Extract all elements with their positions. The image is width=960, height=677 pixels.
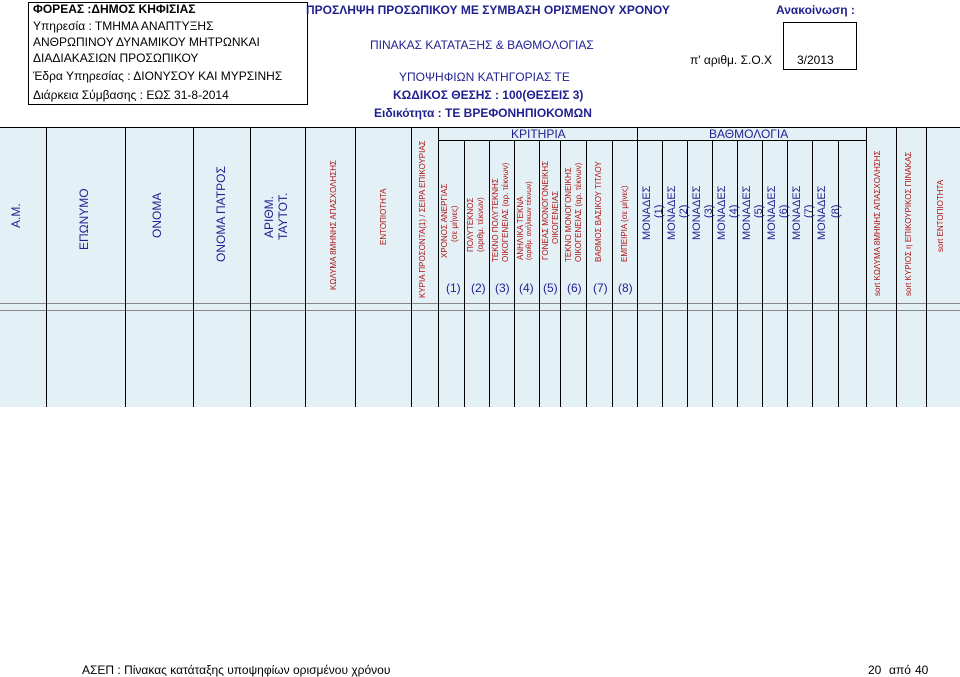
col-line [438, 127, 439, 407]
crit-8-title: ΕΜΠΕΙΡΙΑ (σε μήνες) [620, 185, 629, 262]
monades-num-7: (7) [803, 204, 815, 218]
monades-label-1: ΜΟΝΑΔΕΣ [641, 185, 653, 240]
monades-num-1: (1) [653, 204, 665, 218]
crit-5-sub: ΟΙΚΟΓΕΝΕΙΑΣ [551, 190, 560, 244]
col-line [687, 140, 688, 407]
protocol-label: π' αριθμ. Σ.Ο.Χ [690, 53, 773, 67]
ypiresia-line2: ΑΝΘΡΩΠΙΝΟΥ ΔΥΝΑΜΙΚΟΥ ΜΗΤΡΩΝΚΑΙ [33, 35, 260, 49]
row-separator-2 [0, 310, 960, 311]
edra-label: Έδρα Υπηρεσίας : ΔΙΟΝΥΣΟΥ ΚΑΙ ΜΥΡΣΙΝΗΣ [33, 69, 283, 83]
crit-1-sub: (σε μήνες) [450, 205, 459, 242]
monades-label-3: ΜΟΝΑΔΕΣ [691, 185, 703, 240]
col-line [866, 127, 867, 407]
monades-num-4: (4) [728, 204, 740, 218]
col-line [586, 140, 587, 407]
col-line [926, 127, 927, 407]
crit-3-title: ΤΕΚΝΟ ΠΟΛΥΤΕΚΝΗΣ [491, 178, 500, 262]
col-line [514, 140, 515, 407]
monades-num-5: (5) [753, 204, 765, 218]
col-header-entopiotita: ΕΝΤΟΠΙΟΤΗΤΑ [379, 188, 388, 245]
crit-4-title: ΑΝΗΛΙΚΑ ΤΕΚΝΑ [516, 196, 525, 260]
anakoinosi-label: Ανακοίνωση : [776, 3, 855, 17]
group-kritiria: ΚΡΙΤΗΡΙΑ [511, 127, 566, 141]
group-separator [438, 140, 866, 141]
monades-label-4: ΜΟΝΑΔΕΣ [716, 185, 728, 240]
monades-label-6: ΜΟΝΑΔΕΣ [766, 185, 778, 240]
crit-num: (6) [567, 281, 582, 295]
monades-num-3: (3) [703, 204, 715, 218]
col-line [637, 127, 638, 407]
col-line [787, 140, 788, 407]
crit-num: (7) [593, 281, 608, 295]
col-line [712, 140, 713, 407]
col-line [411, 127, 412, 407]
col-line [125, 127, 126, 407]
crit-num: (3) [495, 281, 510, 295]
monades-label-8: ΜΟΝΑΔΕΣ [816, 185, 828, 240]
col-line [305, 127, 306, 407]
col-line [355, 127, 356, 407]
monades-label-5: ΜΟΝΑΔΕΣ [741, 185, 753, 240]
crit-4-sub: (αριθμ. ανήλικων τέκνων) [526, 181, 533, 260]
protocol-value: 3/2013 [797, 53, 834, 67]
col-header-taut-1: ΑΡΙΘΜ. [262, 195, 276, 238]
footer-page-num: 20 [868, 663, 882, 677]
title-line3: ΥΠΟΨΗΦΙΩΝ ΚΑΤΗΓΟΡΙΑΣ ΤΕ [399, 70, 570, 84]
foreas-label: ΦΟΡΕΑΣ :ΔΗΜΟΣ ΚΗΦΙΣΙΑΣ [33, 2, 196, 16]
title-line5: Ειδικότητα : ΤΕ ΒΡΕΦΟΝΗΠΙΟΚΟΜΩΝ [374, 106, 592, 120]
crit-num: (4) [519, 281, 534, 295]
col-line [489, 140, 490, 407]
sort-kolyma: sort ΚΩΛΥΜΑ 8ΜΗΝΗΣ ΑΠΑΣΧΟΛΗΣΗΣ [873, 150, 882, 296]
col-line [464, 140, 465, 407]
col-header-taut-2: ΤΑΥΤΟΤ. [276, 192, 290, 240]
col-line [539, 140, 540, 407]
col-header-am: Α.Μ. [9, 203, 23, 228]
col-line [193, 127, 194, 407]
crit-2-title: ΠΟΛΥΤΕΚΝΟΣ [466, 197, 475, 252]
col-header-kolyma: ΚΩΛΥΜΑ 8ΜΗΝΗΣ ΑΠΑΣΧΟΛΗΣΗΣ [329, 160, 338, 290]
crit-5-title: ΓΟΝΕΑΣ ΜΟΝΟΓΟΝΕΙΚΗΣ [541, 160, 550, 260]
crit-6-title: ΤΕΚΝΟ ΜΟΝΟΓΟΝΕΙΚΗΣ [564, 167, 573, 262]
footer-page-sep: από [889, 663, 911, 677]
monades-num-8: (8) [830, 204, 842, 218]
table-header-area [0, 127, 960, 407]
footer-page-total: 40 [915, 663, 929, 677]
sort-kyrios-pinakas: sort ΚΥΡΙΟΣ η ΕΠΙΚΟΥΡΙΚΟΣ ΠΙΝΑΚΑΣ [904, 151, 913, 296]
col-header-onoma-patros: ΟΝΟΜΑ ΠΑΤΡΟΣ [214, 166, 228, 262]
col-header-onoma: ΟΝΟΜΑ [150, 192, 164, 238]
col-header-kyria: ΚΥΡΙΑ ΠΡΟΣΟΝΤΑ(1) / ΣΕΙΡΑ ΕΠΙΚΟΥΡΙΑΣ [418, 140, 427, 298]
footer-left-text: ΑΣΕΠ : Πίνακας κατάταξης υποψηφίων ορισμένου χρόνου [82, 663, 391, 677]
col-header-eponymo: ΕΠΩΝΥΜΟ [77, 188, 91, 250]
col-line [560, 140, 561, 407]
crit-num: (8) [618, 281, 633, 295]
col-line [46, 127, 47, 407]
crit-1-title: ΧΡΟΝΟΣ ΑΝΕΡΓΙΑΣ [440, 183, 449, 258]
col-line [896, 127, 897, 407]
col-line [762, 140, 763, 407]
col-line [737, 140, 738, 407]
ypiresia-line1: Υπηρεσία : ΤΜΗΜΑ ΑΝΑΠΤΥΞΗΣ [33, 19, 214, 33]
col-line [812, 140, 813, 407]
crit-3-sub: ΟΙΚΟΓΕΝΕΙΑΣ (αρ. τέκνων) [501, 162, 510, 262]
row-separator [0, 303, 960, 304]
col-line [250, 127, 251, 407]
group-vathmologia: ΒΑΘΜΟΛΟΓΙΑ [709, 127, 789, 141]
title-line4: ΚΩΔΙΚΟΣ ΘΕΣΗΣ : 100(ΘΕΣΕΙΣ 3) [393, 88, 584, 102]
crit-num: (2) [471, 281, 486, 295]
monades-num-2: (2) [678, 204, 690, 218]
monades-num-6: (6) [778, 204, 790, 218]
crit-2-sub: (αριθμ. τέκνων) [476, 197, 485, 252]
table-top-border [0, 127, 960, 128]
col-line [612, 140, 613, 407]
monades-label-7: ΜΟΝΑΔΕΣ [791, 185, 803, 240]
crit-num: (1) [446, 281, 461, 295]
crit-num: (5) [543, 281, 558, 295]
crit-7-title: ΒΑΘΜΟΣ ΒΑΣΙΚΟΥ ΤΙΤΛΟΥ [594, 161, 603, 262]
title-line1: ΠΡΟΣΛΗΨΗ ΠΡΟΣΩΠΙΚΟΥ ΜΕ ΣΥΜΒΑΣΗ ΟΡΙΣΜΕΝΟΥ ΧΡΟΝΟΥ [306, 3, 670, 17]
monades-label-2: ΜΟΝΑΔΕΣ [666, 185, 678, 240]
sort-entopiotita: sort ΕΝΤΟΠΙΟΤΗΤΑ [936, 179, 945, 252]
ypiresia-line3: ΔΙΑΔΙΑΚΑΣΙΩΝ ΠΡΟΣΩΠΙΚΟΥ [33, 51, 199, 65]
col-line [838, 140, 839, 407]
title-line2: ΠΙΝΑΚΑΣ ΚΑΤΑΤΑΞΗΣ & ΒΑΘΜΟΛΟΓΙΑΣ [370, 38, 594, 52]
crit-6-sub: ΟΙΚΟΓΕΝΕΙΑΣ (αρ. τέκνων) [574, 162, 583, 262]
col-line [662, 140, 663, 407]
diarkeia-label: Διάρκεια Σύμβασης : ΕΩΣ 31-8-2014 [33, 88, 229, 102]
